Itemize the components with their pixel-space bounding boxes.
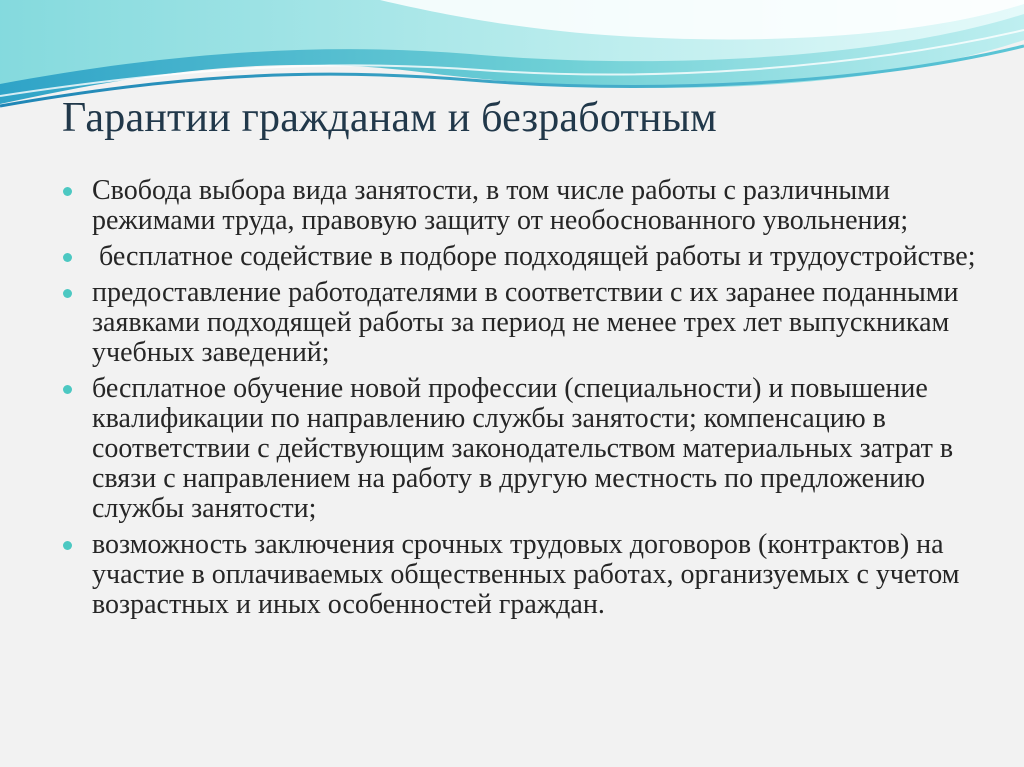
bullet-list: [62, 176, 982, 626]
bullet-dot-icon: [63, 385, 72, 394]
bullet-dot-icon: [63, 541, 72, 550]
bullet-text: Свобода выбора вида занятости, в том числе работы с различными режимами труда, правовую защиту от необоснованного увольнения;: [92, 175, 909, 236]
bullet-text: бесплатное содействие в подборе подходящей работы и трудоустройстве;: [92, 241, 976, 272]
bullet-dot-icon: [63, 187, 72, 196]
bullet-text: возможность заключения срочных трудовых договоров (контрактов) на участие в оплачиваемых общественных работах, организуемых с учетом возрастных и иных особенностей граждан.: [92, 529, 960, 620]
list-item: [62, 374, 982, 524]
bullet-dot-icon: [63, 289, 72, 298]
bullet-text: предоставление работодателями в соответствии с их заранее поданными заявками подходящей работы за период не менее трех лет выпускникам учебных заведений;: [92, 277, 959, 368]
list-item: [62, 242, 982, 272]
slide-title: Гарантии гражданам и безработным: [62, 95, 717, 141]
list-item: [62, 530, 982, 620]
list-item: [62, 176, 982, 236]
bullet-text: бесплатное обучение новой профессии (специальности) и повышение квалификации по направлению службы занятости; компенсацию в соответствии с действующим законодательством материальных затрат в связи с направлением на работу в другую местность по предложению службы занятости;: [92, 373, 954, 524]
list-item: [62, 278, 982, 368]
bullet-dot-icon: [63, 253, 72, 262]
